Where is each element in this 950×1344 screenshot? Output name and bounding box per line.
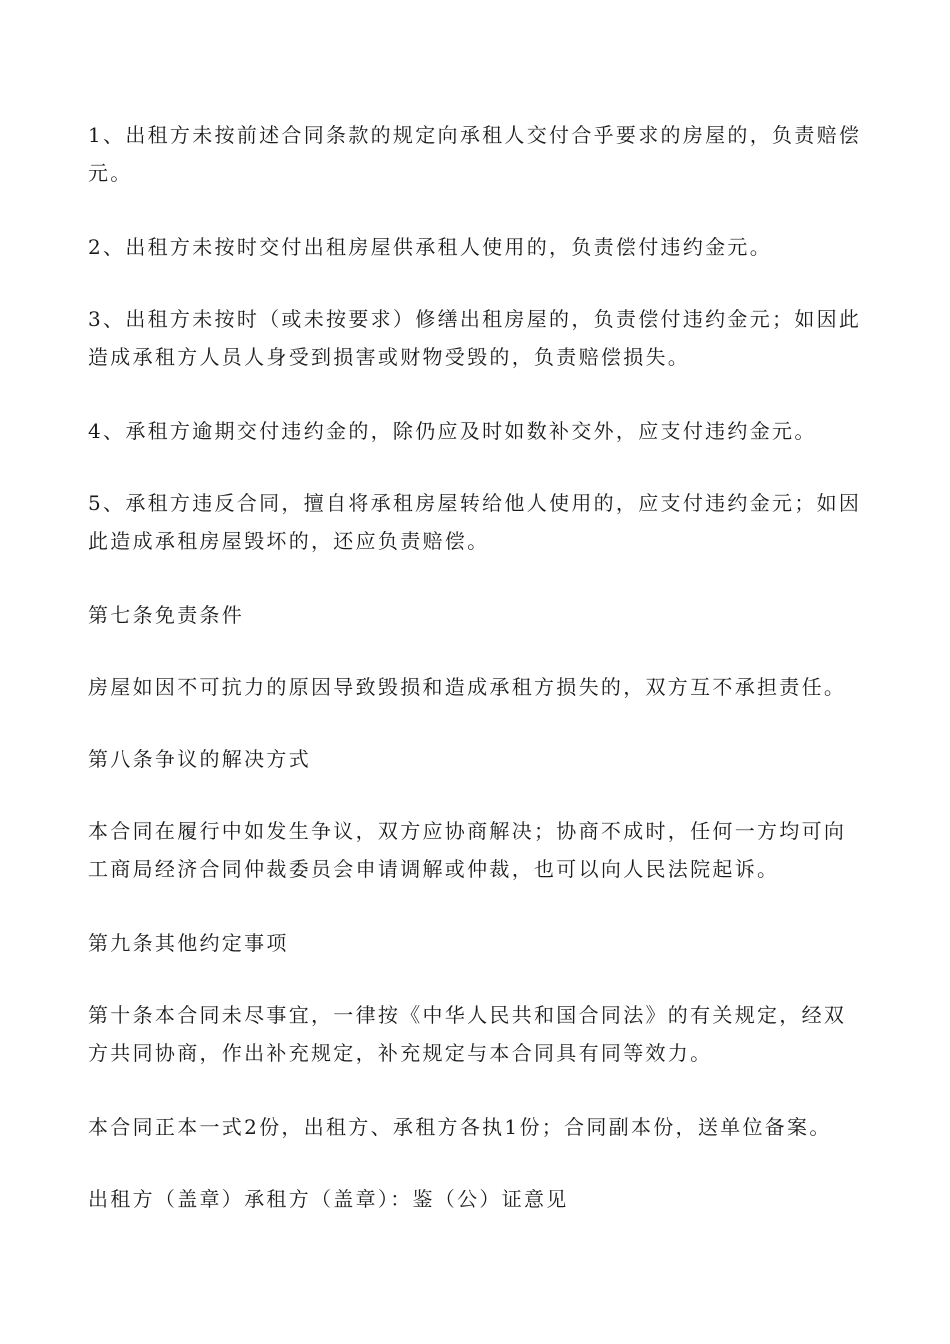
document-body [88,116,866,1252]
paragraph-line: 2、出租方未按时交付出租房屋供承租人使用的，负责偿付违约金元。 [88,235,773,259]
paragraph-exemption [88,668,866,706]
paragraph-dispute-resolution [88,812,866,888]
heading-line: 第九条其他约定事项 [88,931,289,955]
heading-line: 第七条免责条件 [88,603,245,627]
paragraph-clause-3 [88,300,866,376]
paragraph-article-10 [88,996,866,1072]
paragraph-line: 本合同在履行中如发生争议，双方应协商解决；协商不成时，任何一方均可向 [88,819,847,843]
paragraph-copies [88,1108,866,1146]
paragraph-signatures [88,1180,866,1218]
paragraph-line: 3、出租方未按时（或未按要求）修缮出租房屋的，负责偿付违约金元；如因此 [88,307,862,331]
paragraph-line: 房屋如因不可抗力的原因导致毁损和造成承租方损失的，双方互不承担责任。 [88,675,847,699]
paragraph-line: 方共同协商，作出补充规定，补充规定与本合同具有同等效力。 [88,1041,713,1065]
paragraph-line: 第十条本合同未尽事宜，一律按《中华人民共和国合同法》的有关规定，经双 [88,1003,847,1027]
heading-line: 第八条争议的解决方式 [88,747,311,771]
paragraph-line: 造成承租方人员人身受到损害或财物受毁的，负责赔偿损失。 [88,345,691,369]
paragraph-clause-2 [88,228,866,266]
paragraph-line: 出租方（盖章）承租方（盖章）：鉴（公）证意见 [88,1187,569,1211]
paragraph-line: 5、承租方违反合同，擅自将承租房屋转给他人使用的，应支付违约金元；如因 [88,491,862,515]
paragraph-line: 元。 [88,161,133,185]
paragraph-line: 此造成承租房屋毁坏的，还应负责赔偿。 [88,529,490,553]
paragraph-line: 4、承租方逾期交付违约金的，除仍应及时如数补交外，应支付违约金元。 [88,419,817,443]
paragraph-clause-5 [88,484,866,560]
section-heading-article-7 [88,596,866,634]
section-heading-article-8 [88,740,866,778]
section-heading-article-9 [88,924,866,962]
paragraph-line: 工商局经济合同仲裁委员会申请调解或仲裁，也可以向人民法院起诉。 [88,857,780,881]
paragraph-clause-4 [88,412,866,450]
paragraph-line: 1、出租方未按前述合同条款的规定向承租人交付合乎要求的房屋的，负责赔偿 [88,123,862,147]
paragraph-clause-1 [88,116,866,192]
paragraph-line: 本合同正本一式2份，出租方、承租方各执1份；合同副本份，送单位备案。 [88,1115,832,1139]
